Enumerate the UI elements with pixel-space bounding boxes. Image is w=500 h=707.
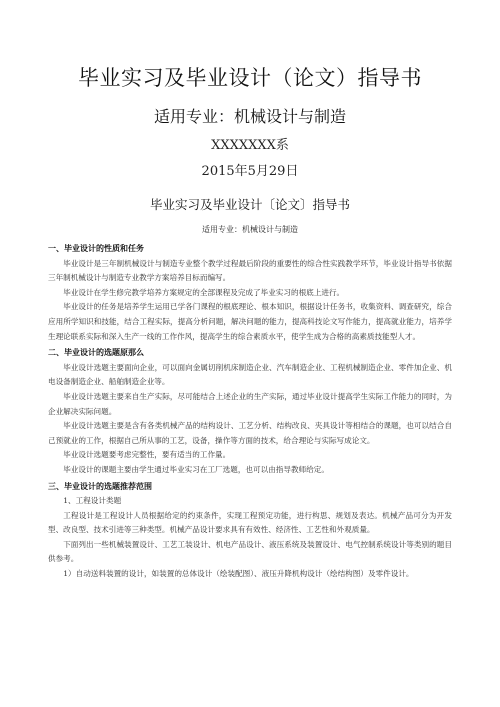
paragraph: 毕业设计选题主要来自生产实际，尽可能结合上述企业的生产实际，通过毕业设计提高学生实际工作能力的同时，为企业解决实际问题。 [48, 391, 452, 416]
document-title: 毕业实习及毕业设计〔论文〕指导书 [149, 197, 350, 212]
cover-major: 适用专业：机械设计与制造 [153, 107, 346, 126]
paragraph: 下面列出一些机械装置设计、工艺工装设计、机电产品设计、液压系统及装置设计、电气控制系统设计等类别的题目供参考。 [48, 539, 452, 564]
paragraph: 1）自动送料装置的设计，如装置的总体设计（绘装配图）、液压升降机构设计（绘结构图）及零件设计。 [63, 569, 414, 579]
paragraph: 1、工程设计类题 [63, 496, 122, 506]
section-heading: 三、毕业设计的选题推荐范围 [48, 481, 152, 491]
paragraph: 毕业设计是三年制机械设计与制造专业整个教学过程最后阶段的重要性的综合性实践教学环节，毕业设计指导书依据三年制机械设计与制造专业教学方案培养目标而编写。 [48, 258, 452, 283]
paragraph: 毕业设计在学生修完教学培养方案规定的全部课程及完成了毕业实习的根底上进行。 [63, 287, 345, 297]
paragraph: 毕业设计的课题主要由学生通过毕业实习在工厂选题，也可以由指导教师给定。 [63, 464, 329, 474]
section-heading: 二、毕业设计的选题原那么 [48, 348, 144, 358]
paragraph: 毕业设计选题主要面向企业，可以面向金属切削机床制造企业、汽车制造企业、工程机械制造企业、零件加企业、机电设备制造企业、船舶制造企业等。 [48, 362, 452, 387]
document-body [48, 240, 452, 582]
paragraph: 工程设计是工程设计人员根据给定的约束条件，实现工程预定功能，进行构思、规划及表达。机械产品可分为开发型、改良型、技术引进等三种类型。机械产品设计要求具有有效性、经济性、工艺性和外观质量。 [48, 510, 452, 535]
document-major: 适用专业：机械设计与制造 [202, 225, 298, 234]
paragraph: 毕业设计的任务是培养学生运用已学各门课程的根底理论、根本知识，根据设计任务书，收集资料、调查研究，综合应用所学知识和技能，结合工程实际，提高分析问题，解决问题的能力，提高科技论文写作能力，提高就业能力，培养学生理论联系实际和深入生产一线的工作作风，提高学生的综合素质水平，使学生成为合格的高素质技能型人才。 [48, 302, 452, 341]
paragraph: 毕业设计选题要考虑完整性，要有适当的工作量。 [63, 450, 231, 460]
cover-date: 2015年5月29日 [201, 164, 299, 179]
cover-department: XXXXXXX系 [211, 138, 289, 153]
cover-title: 毕业实习及毕业设计（论文）指导书 [78, 66, 422, 90]
paragraph: 毕业设计选题主要是含有各类机械产品的结构设计、工艺分析、结构改良、夹具设计等相结合的课题，也可以结合自己预就业的工作，根据自己所从事的工艺，设备，操作等方面的技术，给合理论与实际写成论文。 [48, 421, 452, 445]
section-heading: 一、毕业设计的性质和任务 [48, 244, 144, 253]
